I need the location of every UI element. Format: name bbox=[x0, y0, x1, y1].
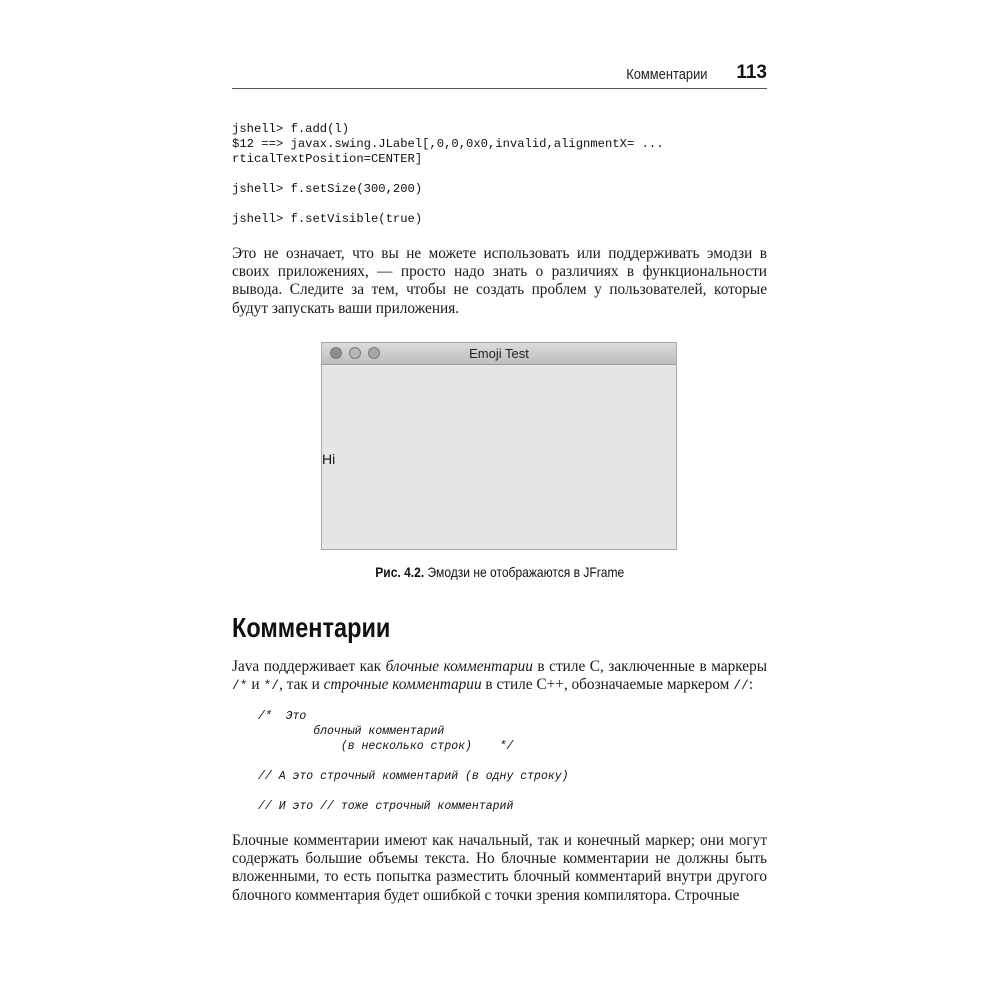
inline-code: */ bbox=[263, 678, 280, 694]
body-paragraph: Это не означает, что вы не можете использовать или поддерживать эмодзи в своих приложениях, — просто надо знать о различиях в функциональности вывода. Следите за тем, чтобы не создать проблем у пользователей, которые будут запускать ваши приложения. bbox=[232, 245, 767, 317]
body-paragraph: Блочные комментарии имеют как начальный, так и конечный маркер; они могут содержать большие объемы текста. Но блочные комментарии не должны быть вложенными, то есть попытка разместить блочный комментарий внутри другого блочного комментария будет ошибкой с точки зрения компилятора. Строчные bbox=[232, 832, 767, 904]
paragraph-text: в стиле C++, обозначаемые маркером bbox=[481, 676, 734, 694]
figure-caption-text: Эмодзи не отображаются в JFrame bbox=[427, 564, 624, 580]
paragraph-text: , так и bbox=[279, 676, 324, 694]
paragraph-text: : bbox=[748, 676, 754, 694]
jshell-code-block: jshell> f.setSize(300,200) bbox=[232, 182, 423, 196]
body-paragraph bbox=[232, 658, 767, 695]
paragraph-text: Java поддерживает как bbox=[232, 658, 386, 675]
comment-code-block: // И это // тоже строчный комментарий bbox=[258, 800, 514, 813]
section-heading: Комментарии bbox=[232, 612, 391, 643]
window-title: Emoji Test bbox=[469, 346, 529, 361]
jlabel-text: Hi bbox=[322, 451, 336, 467]
jshell-code-block: jshell> f.setVisible(true) bbox=[232, 212, 423, 226]
figure-caption bbox=[232, 564, 767, 580]
window-titlebar bbox=[322, 343, 676, 365]
jshell-code-block: jshell> f.add(l) $12 ==> javax.swing.JLabel[,0,0,0x0,invalid,alignmentX= ... rticalTextPosition=CENTER] bbox=[232, 122, 664, 166]
comment-code-block: /* Это блочный комментарий (в несколько строк) */ bbox=[258, 710, 514, 753]
jframe-window-figure bbox=[321, 342, 677, 550]
running-header-title: Комментарии bbox=[625, 66, 707, 83]
emphasis-term: блочные комментарии bbox=[385, 658, 533, 675]
paragraph-text: и bbox=[247, 676, 264, 694]
inline-code: // bbox=[733, 678, 749, 694]
paragraph-text: в стиле C, заключенные в маркеры bbox=[532, 658, 767, 675]
page-number: 113 bbox=[736, 62, 767, 83]
figure-caption-label: Рис. 4.2. bbox=[375, 564, 424, 580]
inline-code: /* bbox=[232, 678, 248, 694]
emphasis-term: строчные комментарии bbox=[323, 676, 482, 694]
comment-code-block: // А это строчный комментарий (в одну строку) bbox=[258, 770, 569, 783]
running-header bbox=[232, 62, 767, 89]
